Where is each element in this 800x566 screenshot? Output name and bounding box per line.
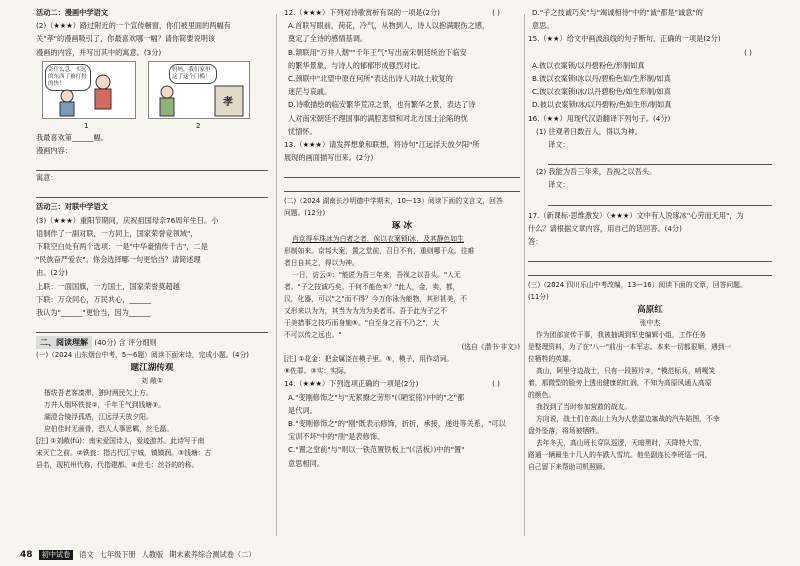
q14-option-b: B."变刚修饰之"的"刚"既表示修饰，折折，承接，递进等关系，"可以	[288, 419, 506, 429]
series-tag: 初中试卷	[39, 550, 74, 560]
exam-title: 期末素养综合测试卷（二）	[169, 550, 256, 559]
q12-option-c: 迷茫与哀戚。	[288, 87, 332, 97]
answer-favorite: 我最喜欢第______幅。	[36, 132, 108, 142]
article-line: 高山，阿里守边战士，只有一段照片②，"模范标兵，哨嘎笑	[536, 367, 716, 376]
passage-line: 不可以传之远也。"	[284, 331, 342, 340]
grade: 七年级下册	[99, 550, 136, 559]
passage2-question: (二)（2024 湖南长沙明德中学期末，10—13）阅读下面的文言文，回答	[284, 197, 503, 206]
cartoon-area	[36, 61, 268, 131]
q3-text: 下联空白处有两个选项：一是"中华豪情传千古"，二是	[36, 242, 208, 252]
article-line: 方向说，战士们在高山上为为人慈湿边塞战的汽车陷图，不幸	[536, 415, 720, 424]
subject: 语文	[79, 550, 94, 559]
section2-score: (40分) 含 评分细则	[94, 338, 157, 348]
q12-option-a: A.首联写眼前，荷花，冷气，从物到人，诗人以抱满眠伤之感，	[288, 21, 490, 31]
q12-stem	[284, 6, 520, 19]
passage-line: 者。"子之技诚巧矣。于何不能色⑤？"此人，金，卖，都，	[284, 283, 460, 292]
q3-text: 由。(2分)	[36, 268, 68, 278]
translation-label: 译文：	[548, 180, 570, 190]
q15-option-c: C.彼以衣案锁I冰/以丹碧粉色/如生形制/如真	[532, 87, 671, 97]
answer-bracket[interactable]: ( )	[492, 379, 500, 389]
q3-text: 语制作了一副对联，一方同上，国家荣誉竞领域"，	[36, 228, 198, 238]
cartoon-2-figures	[149, 62, 249, 118]
passage-line: 肖京得车珠冰为白者之者，俟以衣案锁I冰，及其静色如生	[292, 235, 464, 244]
poem-question: (一)（2024 山东烟台中考，5—6题）阅读下面宋诗，完成小题。(4分)	[36, 351, 249, 360]
article-line: 我找到了当时参加营救的战友。	[536, 403, 632, 412]
q12-text: 12.（★★★）下列对诗歌赏析有误的一项是(2分)	[284, 8, 440, 17]
q16-sentence-1: (1) 往观者日数百人，得以为神。	[536, 126, 642, 136]
q15-text: 15.（★★）给文中画波浪线的句子断句，正确的一项是(2分)	[528, 34, 721, 44]
article-line: 盘外坠落，将场被牺牲。	[528, 427, 603, 436]
q14-option-a: 是代词。	[288, 405, 317, 415]
q3-text: (3)（★★★）重阳节期间，庆祝祖国母亲76周年生日。小	[36, 215, 219, 225]
edition: 人教版	[141, 550, 164, 559]
q14-option-c: C."置之堂前"与"则以一铁范置铁板上"(《活板》)中的"置"	[288, 445, 465, 455]
cartoon-1-figures	[43, 62, 135, 118]
activity3-title: 活动三：对联中学语文	[36, 202, 108, 212]
answer-meaning-label: 寓意：	[36, 173, 58, 183]
answer-line[interactable]	[548, 193, 772, 206]
q16-text: 16.（★★）用现代汉语翻译下列句子。(4分)	[528, 113, 671, 123]
q14-option-b: 宝训不坏"中的"刖"是表修饰。	[288, 432, 385, 442]
q2-text: 漫画的内容，并写出其中的寓意。(3分)	[36, 47, 162, 57]
article-line: 自己留下来帮助司机照顾。	[528, 463, 610, 472]
q12-option-d: D.诗歌描绘的临安繁华荒凉之景，也有繁华之景，表达了诗	[288, 100, 476, 110]
poem-line: 万井人烟环铁瓮②，千年王气到钱塘③。	[44, 401, 165, 410]
q12-option-b: 的繁华景象，与诗人的郁郁形成强烈对比。	[288, 60, 425, 70]
passage-note: [注] ①花金：把金属浇在模子里。⑤，模子，用作动词。	[284, 355, 454, 364]
q14-option-a: A."变刚修饰之"与"无萦撩之劳形"(《陋室铭》)中的"之"都	[288, 392, 465, 402]
poem-title: 题江湖传观	[130, 363, 174, 374]
article-author: 张中杰	[639, 319, 661, 328]
q12-option-d: 人对南宋朝廷不理国事的满腔悲愤和对北方国土沦陷的忧	[288, 113, 468, 123]
passage-note: ⑧佐罪。③实：实际。	[284, 367, 351, 376]
passage-line: 于美措事之技巧而身施⑤。"自至身之而不乃之"，大	[284, 319, 440, 328]
article-line: 路通一辆最坐十几人的车跌入雪坑。他坐副连长李班巡一同，	[528, 451, 712, 460]
article-line: 的颜色。	[528, 391, 556, 400]
passage-line: 者日自其之，得以为神。	[284, 259, 359, 268]
page-number: 48	[20, 550, 33, 560]
page-footer	[20, 550, 255, 560]
passage-line: 一日，访云①："能匠为吾三年来，吾视之以吾头。"人无	[292, 271, 461, 280]
poem-note: 县名，现杭州代称，代指建都。④丝毛：丝谷的的称。	[36, 461, 199, 470]
figure-label: 1	[84, 120, 89, 130]
choice-answer: 我认为"______"更恰当，因为______	[36, 308, 151, 318]
section2-header	[36, 336, 268, 349]
q12-option-a: 奠定了全诗的感情基调。	[288, 34, 368, 44]
column-right	[528, 6, 772, 473]
answer-line[interactable]	[284, 165, 520, 178]
q17-text: 什么？请根据文章内容，用自己的话回答。(4分)	[528, 223, 682, 233]
poem-note: 宋灭亡之前。②铁瓮：指古代江宁城，镇镇润。③钱塘：古	[36, 449, 212, 458]
q2-text: (2)（★★★）路过附近的一个宣传橱窗，你们被里面的两幅有	[36, 21, 231, 31]
passage2-question: 问题。(12分)	[284, 209, 326, 218]
column-middle	[284, 6, 520, 470]
passage-line: 形制如来。京邦大案，置之堂前，召日不有，重则哪于众。往难	[284, 247, 475, 256]
q14-text: 14.（★★★）下列选项正确的一项是(2分)	[284, 379, 419, 389]
q3-text: "民族奋严爱农"。你会选择哪一句更恰当？请简述理	[36, 255, 201, 265]
answer-content-label: 漫画内容：	[36, 146, 72, 156]
article-line: 去年冬天，高山班长穿队巡逻，天暗黑时，天降特大雪，	[536, 439, 706, 448]
q13-text: 展现的画面描写出来。(2分)	[284, 153, 374, 163]
poem-author: 刘 敞①	[141, 377, 163, 386]
activity2-title: 活动二：漫画中学语文	[36, 8, 108, 17]
answer-line[interactable]	[548, 152, 772, 165]
q14-option-d: D."子之技诚巧矣"与"竭诚相待"中的"诚"都是"诚意"的	[532, 8, 703, 17]
passage-source: (选自《潜书·非文》)	[461, 343, 520, 352]
q14-option-c: 意思相同。	[288, 458, 324, 468]
cartoon-2	[148, 61, 250, 119]
q12-option-d: 忧情怀。	[288, 126, 317, 136]
poem-note: [注] ①刘敞(fú)：南宋爱国诗人，爱迹游苏。此诗写于南	[36, 437, 205, 446]
filial-sign: 孝	[223, 96, 233, 108]
q16-sentence-2: (2) 我能为吾三年来，吾视之以吾头。	[536, 167, 657, 177]
q15-option-d: D.彼以衣案锁I冰/以丹碧粉/色如生形/制如真	[532, 100, 672, 110]
answer-line[interactable]	[36, 320, 268, 333]
article-title: 高原红	[637, 305, 663, 316]
answer-label: 答：	[528, 237, 543, 247]
answer-line[interactable]	[284, 179, 520, 192]
q12-option-b: B.颔联用"万井人烟""千年王气"写出南宋朝廷统治下临安	[288, 47, 467, 57]
answer-bracket[interactable]: ( )	[492, 8, 500, 17]
q13-text: 13.（★★★）请发挥想象和联想，将诗句"江远浮天放夕阳"所	[284, 140, 480, 150]
cartoon-1	[42, 61, 136, 119]
answer-bracket[interactable]: ( )	[744, 47, 752, 57]
q15-option-b: B.彼以衣案锁I冰以丹/碧粉色如/生形制/如真	[532, 74, 671, 84]
column-left	[36, 6, 268, 471]
passage-line: 又形来以为为，其当为为为为美者耳。吾于此为子之不	[284, 307, 448, 316]
answer-line[interactable]	[528, 249, 772, 262]
q12-option-c: C.颈联中"北望中原在何所"表达出诗人对故土收复的	[288, 74, 453, 84]
q2-text: 关"孝"的漫画吸引了，你最喜欢哪一幅？请你简要说明该	[36, 34, 216, 44]
poem-line: 应伯佳时无画骨，恐人人事思羁，丝毛磊。	[44, 425, 174, 434]
upper-couplet: 上联：一面国旗，一方国土，国家荣誉莫超越	[36, 281, 180, 291]
answer-line[interactable]	[528, 263, 772, 276]
speech-bubble: 妈妈，我们家里这了这个门槛！	[169, 64, 217, 84]
q17-text: 17.（新课标·思维激发）（★★★）文中有人说琢冰"心劳而无用"，为	[528, 210, 744, 220]
poem-line: 搢绂吾老客凑滞，独时两民欠上方。	[44, 389, 153, 398]
passage3-question: (三)（2024 四川乐山中考改编，13—16）阅读下面的文章，回答问题。	[528, 281, 747, 290]
poem-line: 湖澄合镜浮孤塔，江远浮天放夕阳。	[44, 413, 153, 422]
translation-label: 译文：	[548, 140, 570, 150]
section2-title: 二、阅读理解	[36, 336, 92, 349]
q14-stem	[284, 377, 520, 390]
article-line: 作为团部宣传干事，我被抽调到军史编辑小组，工作任务	[536, 331, 706, 340]
q14-option-d: 意思。	[532, 21, 554, 31]
lower-couplet: 下联：万众同心，万民共心，______	[36, 294, 152, 304]
answer-line[interactable]	[36, 158, 268, 171]
article-line: 着，那微型的脸旁上透出健康的红润，不知为高原风通人高原	[528, 379, 712, 388]
article-line: 位牺牲的英雄。	[528, 355, 576, 364]
figure-label: 2	[196, 120, 201, 130]
article-line: 是整理资料，为了在"八一"前出一本军志。本来一切都很顺，遇到一	[528, 343, 732, 352]
passage-line: 汉，化器，可以"之"而不得？今万你泳为能物，其形甚美，不	[284, 295, 467, 304]
speech-bubble: 奇什么急，买远的东西了被打扮的快！	[45, 64, 91, 91]
q15-option-a: A.彼以衣案锁/以丹碧粉色/形制如真	[532, 60, 645, 70]
column-divider	[276, 14, 277, 536]
passage3-question: (11分)	[528, 293, 549, 302]
answer-line[interactable]	[36, 185, 268, 198]
column-divider	[524, 14, 525, 536]
passage-title: 琢 冰	[391, 221, 413, 232]
